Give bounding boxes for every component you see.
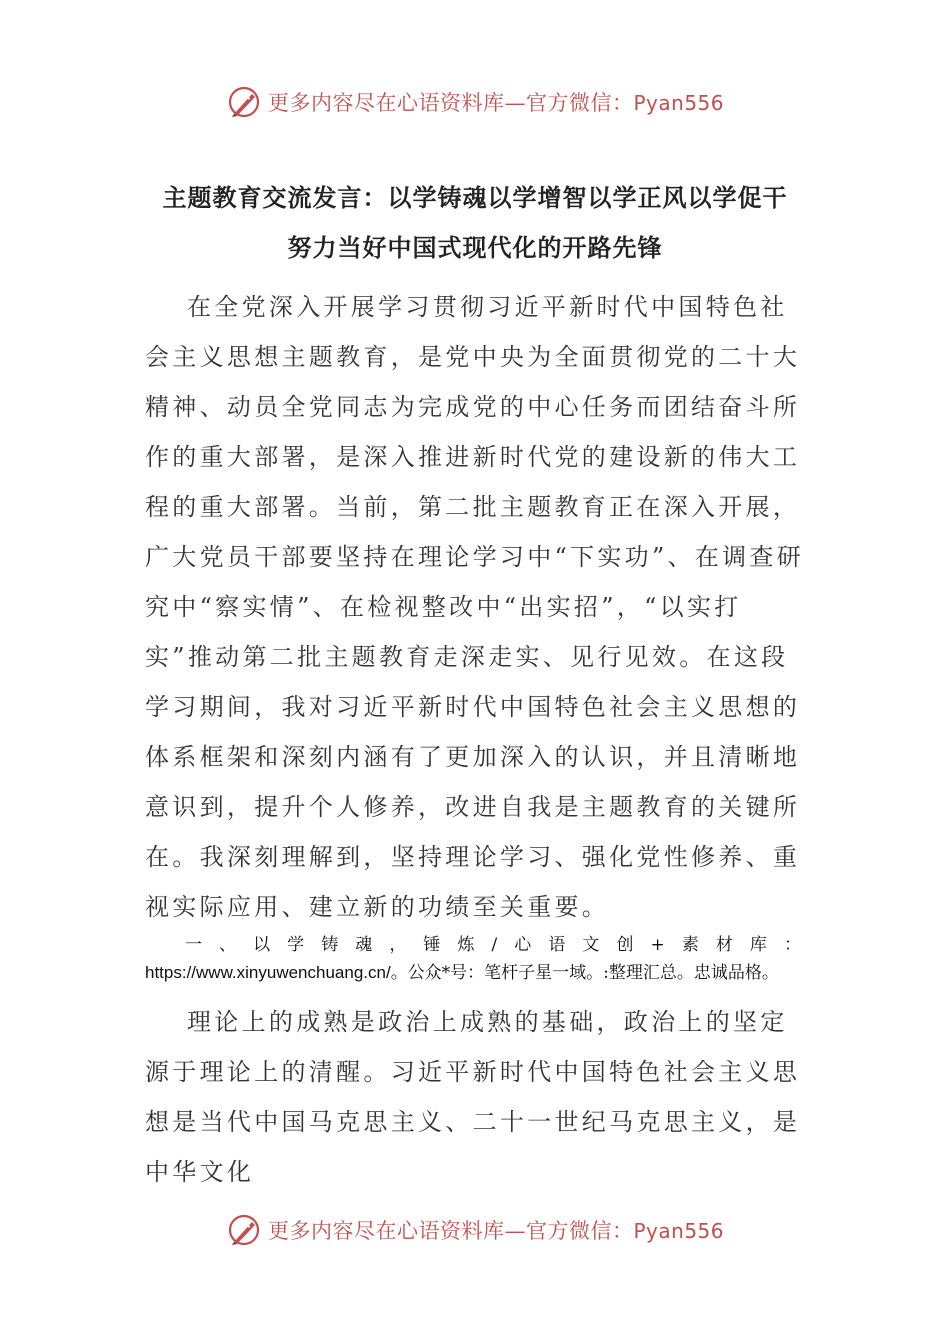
watermark-wechat-id: Pyan556: [633, 1219, 724, 1243]
body-paragraph-2: 理论上的成熟是政治上成熟的基础，政治上的坚定源于理论上的清醒。习近平新时代中国特色社会主义思想是当代中国马克思主义、二十一世纪马克思主义，是中华文化: [145, 1008, 801, 1186]
pen-logo-icon: [226, 84, 262, 120]
section-heading-text: 一、以学铸魂，锤炼/心语文创+素材库：: [185, 935, 810, 955]
watermark-banner-bottom: [0, 1208, 950, 1252]
watermark-banner-top: [0, 80, 950, 124]
document-title-line-1: 主题教育交流发言：以学铸魂以学增智以学正风以学促干: [162, 183, 788, 212]
pen-logo-icon: [226, 1212, 262, 1248]
watermark-wechat-id: Pyan556: [633, 91, 724, 115]
watermark-label: 更多内容尽在心语资料库—官方微信：: [267, 91, 634, 115]
section-heading-1: [145, 932, 810, 987]
document-title-line-2: 努力当好中国式现代化的开路先锋: [287, 233, 663, 262]
section-heading-url: https://www.xinyuwenchuang.cn/: [145, 963, 391, 982]
section-heading-tail: 。公众*号：笔杆子星一域。:整理汇总。忠诚品格。: [390, 963, 779, 983]
watermark-text: [268, 87, 724, 117]
watermark-label: 更多内容尽在心语资料库—官方微信：: [267, 1219, 634, 1243]
body-paragraph-1: 在全党深入开展学习贯彻习近平新时代中国特色社会主义思想主题教育，是党中央为全面贯彻党的二十大精神、动员全党同志为完成党的中心任务而团结奋斗所作的重大部署，是深入推进新时代党的建设新的伟大工程的重大部署。当前，第二批主题教育正在深入开展，广大党员干部要坚持在理论学习中“下实功”、在调查研究中“察实情”、在检视整改中“出实招”，“以实打实”推动第二批主题教育走深走实、见行见效。在这段学习期间，我对习近平新时代中国特色社会主义思想的体系框架和深刻内涵有了更加深入的认识，并且清晰地意识到，提升个人修养，改进自我是主题教育的关键所在。我深刻理解到，坚持理论学习、强化党性修养、重视实际应用、建立新的功绩至关重要。: [145, 293, 805, 921]
watermark-text: [268, 1215, 724, 1245]
